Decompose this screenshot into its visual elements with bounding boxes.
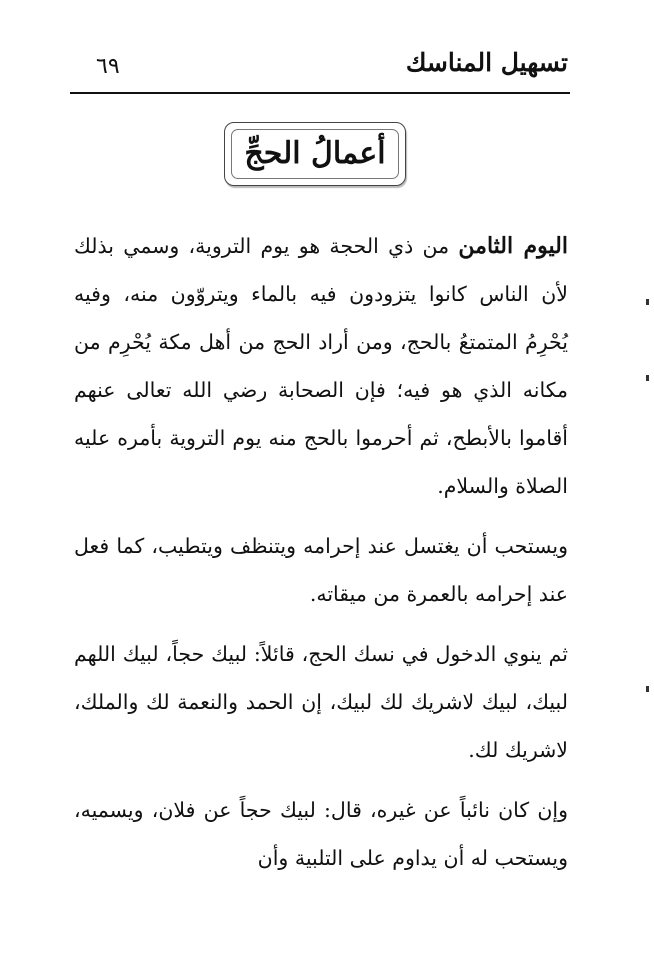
- paragraph-1: [74, 222, 568, 510]
- paragraph-4: [74, 786, 568, 882]
- paragraph-text: من ذي الحجة هو يوم التروية، وسمي بذلك لأن الناس كانوا يتزودون فيه بالماء ويتروّون منه، وفيه يُحْرِمُ المتمتعُ بالحج، ومن أراد الحج من أهل مكة يُحْرِم من مكانه الذي هو فيه؛ فإن الصحابة رضي الله تعالى عنهم أقاموا بالأبطح، ثم أحرموا بالحج منه يوم التروية بأمره عليه الصلاة والسلام.: [74, 234, 568, 498]
- margin-mark: [646, 299, 649, 305]
- paragraph-text: ثم ينوي الدخول في نسك الحج، قائلاً: لبيك حجاً، لبيك اللهم لبيك، لبيك لاشريك لك لبيك، إن الحمد والنعمة لك والملك، لاشريك لك.: [74, 642, 568, 762]
- paragraph-2: [74, 522, 568, 618]
- header-rule: [70, 92, 570, 94]
- margin-mark: [646, 686, 649, 692]
- paragraph-lead: اليوم الثامن: [458, 233, 568, 259]
- running-title: تسهيل المناسك: [405, 48, 568, 77]
- paragraph-text: وإن كان نائباً عن غيره، قال: لبيك حجاً عن فلان، ويسميه، ويستحب له أن يداوم على التلبية وأن: [74, 798, 568, 870]
- section-title: أعمالُ الحجِّ: [244, 136, 386, 171]
- margin-mark: [646, 375, 649, 381]
- paragraph-3: [74, 630, 568, 774]
- section-title-frame: [224, 122, 406, 186]
- page-number: ٦٩: [96, 54, 120, 79]
- body-text: [74, 222, 568, 894]
- paragraph-text: ويستحب أن يغتسل عند إحرامه ويتنظف ويتطيب، كما فعل عند إحرامه بالعمرة من ميقاته.: [74, 534, 568, 606]
